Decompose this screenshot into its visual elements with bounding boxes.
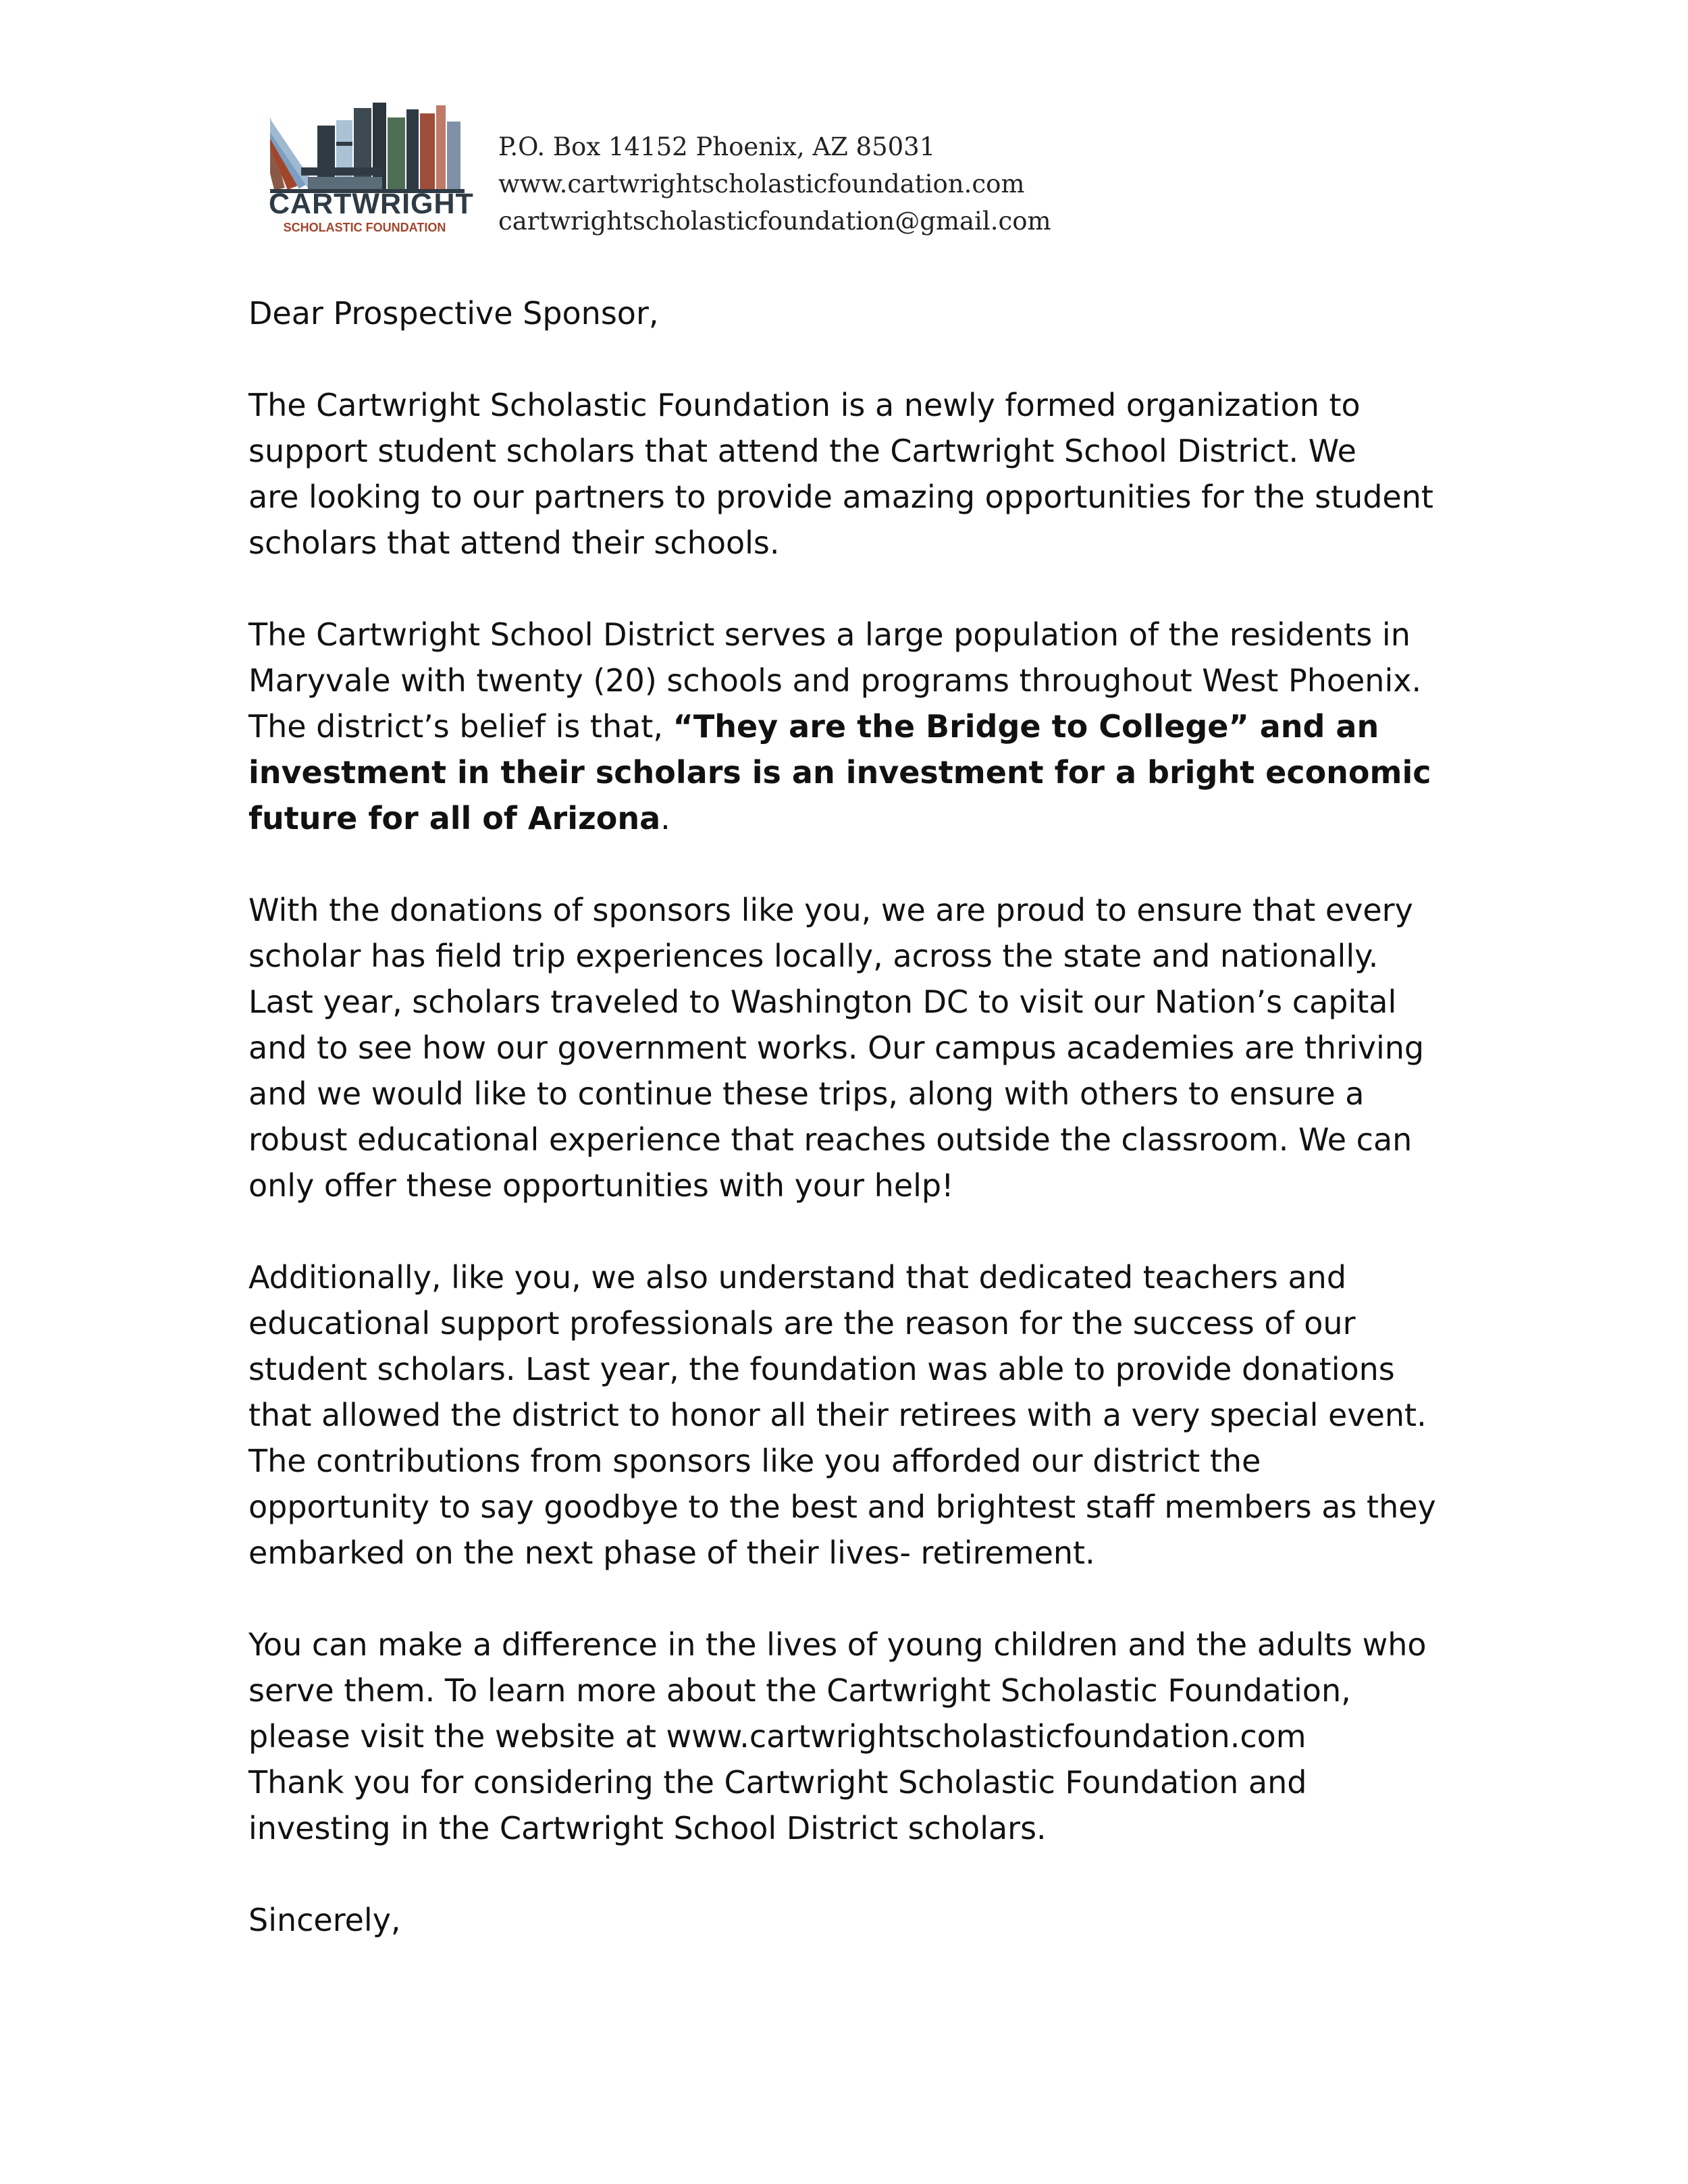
paragraph-line: student scholars. Last year, the foundation was able to provide donations [248, 1351, 1395, 1387]
paragraph-district [248, 612, 1457, 841]
paragraph-line: Last year, scholars traveled to Washington DC to visit our Nation’s capital [248, 984, 1397, 1020]
period: . [660, 800, 670, 836]
paragraph-line: The contributions from sponsors like you afforded our district the [248, 1443, 1261, 1479]
website-link[interactable]: www.cartwrightscholasticfoundation.com [498, 169, 1025, 198]
contact-info [498, 128, 1051, 240]
mailing-address: P.O. Box 14152 Phoenix, AZ 85031 [498, 132, 936, 161]
closing-text: Sincerely, [248, 1902, 401, 1938]
paragraph-line: educational support professionals are the reason for the success of our [248, 1305, 1356, 1341]
belief-statement-end: future for all of Arizona [248, 800, 661, 836]
paragraph-line: opportunity to say goodbye to the best and brightest staff members as they [248, 1489, 1436, 1525]
paragraph-staff [248, 1254, 1457, 1576]
paragraph-line: support student scholars that attend the Cartwright School District. We [248, 433, 1356, 469]
paragraph-line: only offer these opportunities with your help! [248, 1167, 954, 1204]
paragraph-line: investing in the Cartwright School District scholars. [248, 1810, 1047, 1846]
belief-statement: investment in their scholars is an investment for a bright economic [248, 754, 1431, 791]
paragraph-line: please visit the website at www.cartwrightscholasticfoundation.com [248, 1718, 1307, 1755]
logo-name: CARTWRIGHT [269, 188, 474, 220]
books-logo-icon [270, 95, 466, 196]
paragraph-line: that allowed the district to honor all their retirees with a very special event. [248, 1397, 1427, 1433]
logo-subtitle: SCHOLASTIC FOUNDATION [283, 221, 446, 234]
letterhead [269, 95, 1160, 236]
paragraph-line: You can make a difference in the lives of young children and the adults who [248, 1626, 1427, 1663]
email-address[interactable]: cartwrightscholasticfoundation@gmail.com [498, 207, 1051, 236]
salutation [248, 290, 1457, 336]
paragraph-line: are looking to our partners to provide amazing opportunities for the student [248, 479, 1433, 515]
paragraph-intro [248, 382, 1457, 566]
paragraph-line: scholars that attend their schools. [248, 525, 780, 561]
closing [248, 1897, 1457, 1943]
letter-body [248, 290, 1457, 1989]
paragraph-line: and to see how our government works. Our campus academies are thriving [248, 1030, 1425, 1066]
paragraph-line: and we would like to continue these trips, along with others to ensure a [248, 1075, 1365, 1112]
paragraph-line: Maryvale with twenty (20) schools and programs throughout West Phoenix. [248, 662, 1422, 699]
foundation-logo [269, 95, 474, 236]
paragraph-line: scholar has field trip experiences locally, across the state and nationally. [248, 938, 1379, 974]
belief-quote: “They are the Bridge to College” and an [672, 708, 1379, 745]
paragraph-call-to-action [248, 1622, 1457, 1851]
paragraph-line: The Cartwright Scholastic Foundation is a newly formed organization to [248, 387, 1361, 423]
paragraph-line: embarked on the next phase of their lives- retirement. [248, 1535, 1095, 1571]
paragraph-line: Thank you for considering the Cartwright Scholastic Foundation and [248, 1764, 1307, 1801]
paragraph-line: robust educational experience that reaches outside the classroom. We can [248, 1121, 1413, 1158]
salutation-text: Dear Prospective Sponsor, [248, 295, 659, 331]
paragraph-line: With the donations of sponsors like you, we are proud to ensure that every [248, 892, 1413, 928]
paragraph-line: The Cartwright School District serves a large population of the residents in [248, 616, 1410, 653]
paragraph-line [248, 703, 1457, 749]
paragraph-line [248, 795, 1457, 841]
paragraph-line: Additionally, like you, we also understand that dedicated teachers and [248, 1259, 1347, 1296]
belief-intro: The district’s belief is that, [248, 708, 673, 745]
paragraph-line: serve them. To learn more about the Cartwright Scholastic Foundation, [248, 1672, 1351, 1709]
paragraph-field-trips [248, 887, 1457, 1208]
